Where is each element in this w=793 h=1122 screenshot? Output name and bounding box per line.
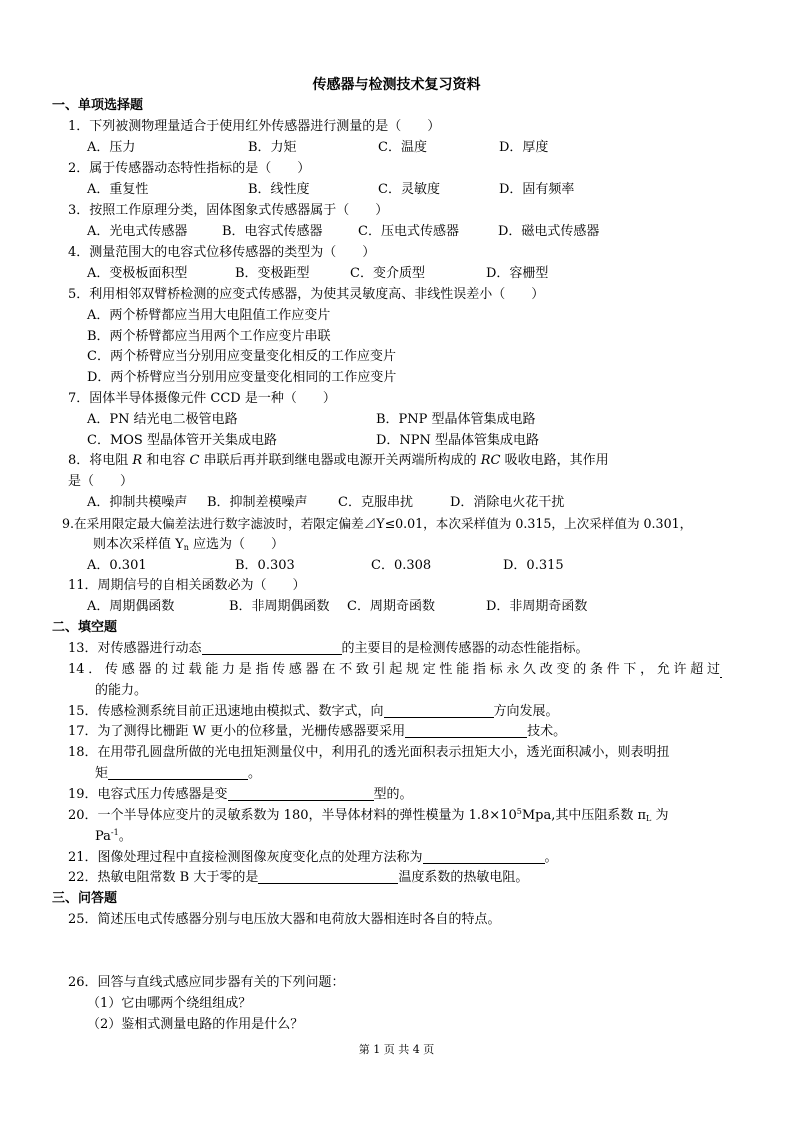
question-20-text-3: 为 (651, 808, 669, 823)
question-5-option-d: D．两个桥臂应当分别用应变量变化相同的工作应变片 (87, 370, 397, 385)
question-26-stem: 26．回答与直线式感应同步器有关的下列问题： (68, 975, 345, 990)
question-8-text-1: 8．将电阻 (68, 453, 133, 468)
question-11-option-b: B．非周期偶函数 (229, 599, 330, 614)
question-15-text-2: 方向发展。 (493, 704, 559, 719)
question-17 (68, 723, 566, 741)
question-5-option-c: C．两个桥臂应当分别用应变量变化相反的工作应变片 (87, 349, 396, 364)
question-17-text-1: 17．为了测得比栅距 W 更小的位移量，光栅传感器要采用 (68, 724, 406, 739)
section-heading-qa: 三、问答题 (52, 891, 118, 906)
section-heading-fill: 二、填空题 (52, 620, 118, 635)
question-3-option-b: B．电容式传感器 (222, 224, 323, 239)
question-15-text-1: 15．传感检测系统目前正迅速地由模拟式、数字式，向 (68, 704, 384, 719)
question-9-text-2: 应选为（ ） (188, 537, 285, 552)
question-20-line2 (95, 828, 132, 846)
question-18-text-2: 。 (248, 766, 262, 781)
question-20-superscript: 5 (516, 807, 522, 816)
question-11-option-c: C．周期奇函数 (347, 599, 435, 614)
question-2-option-a: A．重复性 (87, 182, 149, 197)
question-20-text-4: 。 (118, 829, 132, 844)
question-13 (68, 640, 589, 658)
question-9-stem-line2 (93, 536, 284, 554)
question-21-blank[interactable] (423, 849, 545, 864)
question-19 (68, 786, 413, 804)
question-18-line2 (95, 765, 261, 783)
question-20-subscript: L (646, 814, 652, 823)
question-14-line1: 14．传感器的过载能力是指传感器在不致引起规定性能指标永久改变的条件下，允许超过 (68, 662, 720, 677)
question-21-text-1: 21．图像处理过程中直接检测图像灰度变化点的处理方法称为 (68, 850, 423, 865)
question-21 (68, 849, 558, 867)
question-26-sub-1: （1）它由哪两个绕组组成？ (87, 996, 252, 1011)
question-18-line1: 18．在用带孔圆盘所做的光电扭矩测量仪中，利用孔的透光面积表示扭矩大小，透光面积减小，则表明扭 (68, 745, 670, 760)
question-20-line1 (68, 807, 668, 825)
question-11-option-d: D．非周期奇函数 (486, 599, 588, 614)
question-7-option-b: B．PNP 型晶体管集成电路 (376, 412, 536, 427)
question-19-blank[interactable] (228, 786, 374, 801)
question-20-text-1: 20．一个半导体应变片的灵敏系数为 180，半导体材料的弹性模量为 1.8×10 (68, 808, 517, 823)
question-5-option-b: B．两个桥臂都应当用两个工作应变片串联 (87, 329, 331, 344)
question-2-option-d: D．固有频率 (499, 182, 575, 197)
question-18-blank[interactable] (108, 765, 248, 780)
question-1-option-a: A．压力 (87, 140, 136, 155)
question-5-stem: 5．利用相邻双臂桥检测的应变式传感器，为使其灵敏度高、非线性误差小（ ） (68, 287, 545, 302)
question-2-option-b: B．线性度 (248, 182, 310, 197)
question-3-stem: 3．按照工作原理分类，固体图象式传感器属于（ ） (68, 203, 389, 218)
question-3-option-d: D．磁电式传感器 (498, 224, 600, 239)
question-8-symbol-rc: RC (480, 453, 501, 468)
question-8-stem (68, 452, 609, 470)
question-19-text-1: 19．电容式压力传感器是变 (68, 787, 228, 802)
question-2-option-c: C．灵敏度 (378, 182, 440, 197)
question-22-text-1: 22．热敏电阻常数 B 大于零的是 (68, 870, 259, 885)
question-1-option-d: D．厚度 (499, 140, 549, 155)
question-9-option-a: A．0.301 (87, 558, 147, 573)
question-9-option-c: C．0.308 (371, 558, 432, 573)
question-8-text-3: 串联后再并联到继电器或电源开关两端所构成的 (199, 453, 481, 468)
question-20-unit: Pa (95, 829, 111, 844)
question-5-option-a: A．两个桥臂都应当用大电阻值工作应变片 (87, 308, 331, 323)
question-8-stem-line2: 是（ ） (68, 474, 134, 489)
question-3-option-c: C．压电式传感器 (358, 224, 459, 239)
question-8-text-4: 吸收电路，其作用 (500, 453, 609, 468)
question-8-option-d: D．消除电火花干扰 (450, 495, 565, 510)
question-8-symbol-c: C (189, 453, 200, 468)
question-8-text-2: 和电容 (142, 453, 190, 468)
question-13-text-2: 的主要目的是检测传感器的动态性能指标。 (341, 641, 589, 656)
question-9-text-1: 则本次采样值 Y (93, 537, 184, 552)
question-7-stem: 7．固体半导体摄像元件 CCD 是一种（ ） (68, 391, 336, 406)
question-17-blank[interactable] (405, 723, 527, 738)
question-17-text-2: 技术。 (527, 724, 567, 739)
question-11-stem: 11．周期信号的自相关函数必为（ ） (68, 578, 306, 593)
question-20-text-2: Mpa,其中压阻系数 π (521, 808, 647, 823)
question-8-option-c: C．克服串扰 (338, 495, 413, 510)
question-2-stem: 2．属于传感器动态特性指标的是（ ） (68, 161, 311, 176)
question-1-stem: 1．下列被测物理量适合于使用红外传感器进行测量的是（ ） (68, 119, 441, 134)
question-1-option-b: B．力矩 (248, 140, 297, 155)
question-3-option-a: A．光电式传感器 (87, 224, 188, 239)
question-22-text-2: 温度系数的热敏电阻。 (398, 870, 529, 885)
question-15 (68, 703, 559, 721)
question-20-unit-exponent: -1 (110, 828, 119, 837)
question-4-option-c: C．变介质型 (350, 266, 425, 281)
question-9-stem: 9.在采用限定最大偏差法进行数字滤波时，若限定偏差⊿Y≤0.01，本次采样值为 0.315，上次采样值为 0.301， (62, 516, 693, 531)
question-4-option-a: A．变极板面积型 (87, 266, 188, 281)
question-21-text-2: 。 (544, 850, 558, 865)
page-footer: 第 1 页 共 4 页 (358, 1043, 435, 1056)
question-25: 25．简述压电式传感器分别与电压放大器和电荷放大器相连时各自的特点。 (68, 912, 501, 927)
question-9-subscript: n (183, 543, 189, 552)
question-14-line2: 的能力。 (95, 683, 148, 698)
question-8-option-a: A．抑制共模噪声 (87, 495, 188, 510)
question-4-option-d: D．容栅型 (486, 266, 549, 281)
question-14-blank[interactable] (720, 663, 722, 678)
question-4-option-b: B．变极距型 (235, 266, 310, 281)
question-22-blank[interactable] (258, 869, 398, 884)
question-22 (68, 869, 528, 887)
question-7-option-a: A．PN 结光电二极管电路 (87, 412, 238, 427)
page-title: 传感器与检测技术复习资料 (312, 77, 481, 93)
question-15-blank[interactable] (384, 703, 494, 718)
question-19-text-2: 型的。 (373, 787, 413, 802)
question-8-option-b: B．抑制差模噪声 (207, 495, 308, 510)
question-7-option-d: D．NPN 型晶体管集成电路 (376, 433, 540, 448)
question-13-blank[interactable] (202, 640, 342, 655)
question-4-stem: 4．测量范围大的电容式位移传感器的类型为（ ） (68, 245, 376, 260)
question-8-symbol-r: R (132, 453, 143, 468)
section-heading-choice: 一、单项选择题 (52, 98, 144, 113)
question-9-option-d: D．0.315 (503, 558, 564, 573)
question-1-option-c: C．温度 (378, 140, 427, 155)
question-11-option-a: A．周期偶函数 (87, 599, 175, 614)
question-18-text-1: 矩 (95, 766, 109, 781)
question-9-option-b: B．0.303 (235, 558, 295, 573)
question-7-option-c: C．MOS 型晶体管开关集成电路 (87, 433, 277, 448)
question-26-sub-2: （2）鉴相式测量电路的作用是什么？ (87, 1017, 304, 1032)
question-13-text-1: 13．对传感器进行动态 (68, 641, 202, 656)
